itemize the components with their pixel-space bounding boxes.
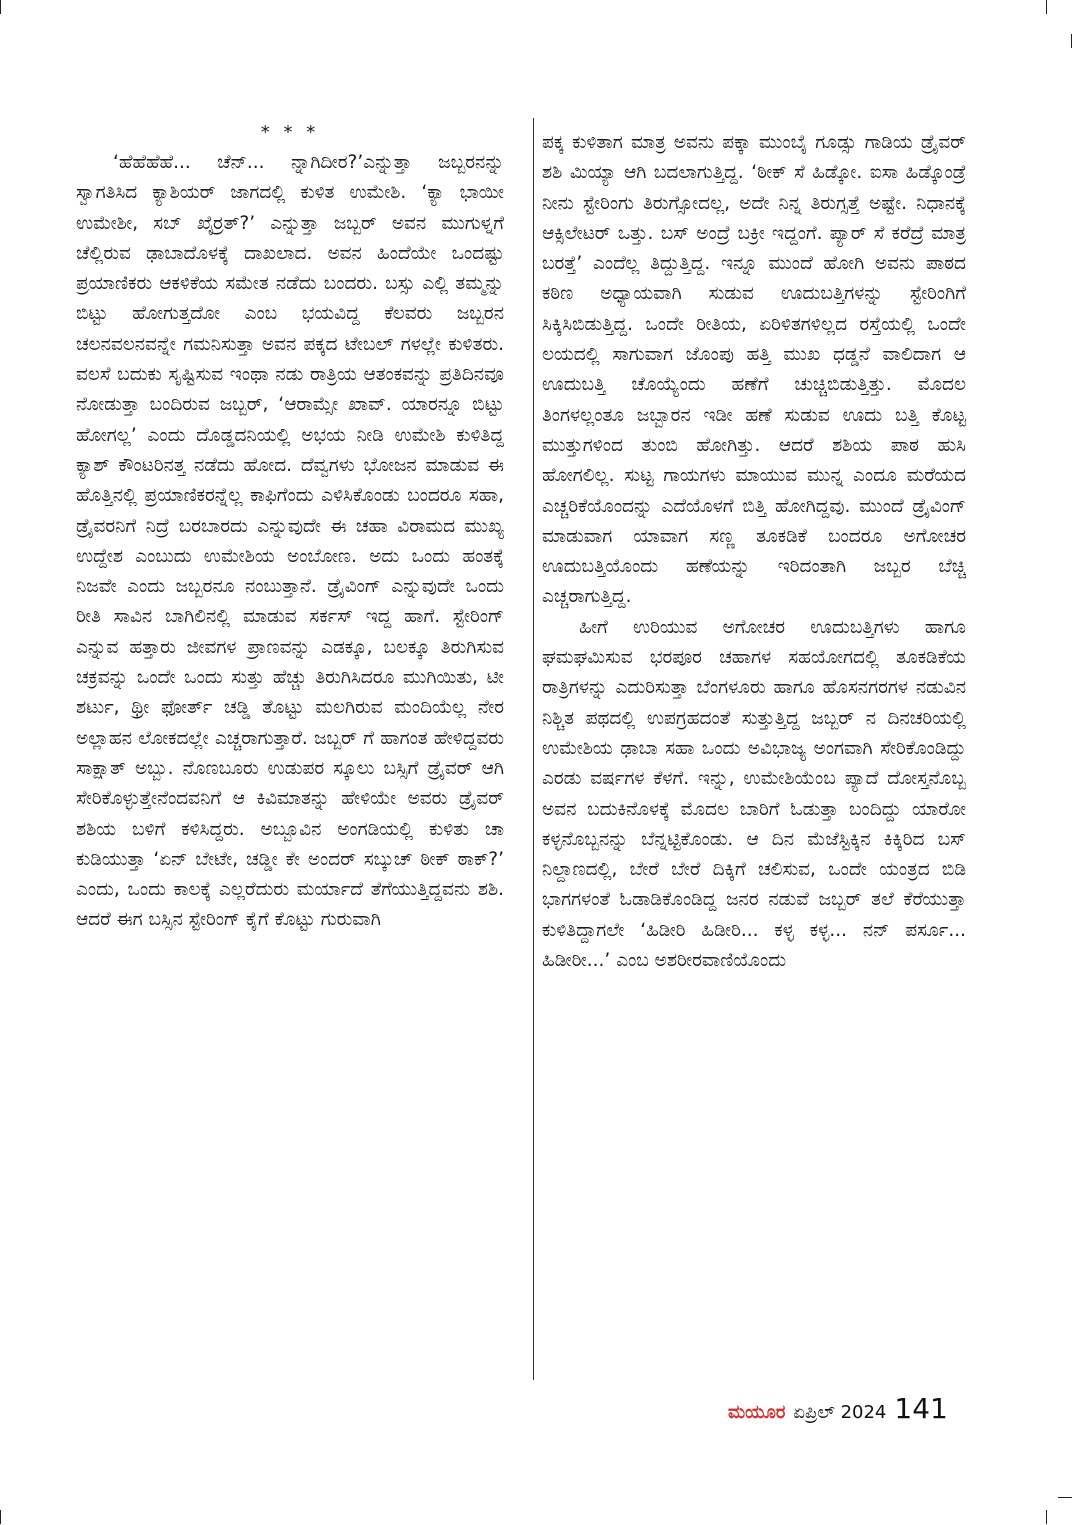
magazine-logo: ಮಯೂರ [728,1402,786,1423]
left-column [76,118,504,936]
body-paragraph: ‘ಹೆಹೆಹೆಹೆ... ಚೆನ್... ನ್ನಾಗಿದೀರ?’ಎನ್ನುತ್ತಾ ಜಬ್ಬರನನ್ನು ಸ್ವಾಗತಿಸಿದ ಕ್ಯಾಶಿಯರ್ ಜಾಗದಲ್ಲಿ ಕುಳಿತ ಉಮೇಶಿ. ‘ಕ್ಯಾ ಭಾಯೀ ಉಮೇಶೀ, ಸಬ್ ಖೈರ್ರತ್?’ ಎನ್ನುತ್ತಾ ಜಬ್ಬರ್ ಅವನ ಮುಗುಳ್ನಗೆ ಚೆಲ್ಲಿರುವ ಢಾಬಾದೊಳಕ್ಕೆ ದಾಖಲಾದ. ಅವನ ಹಿಂದೆಯೇ ಒಂದಷ್ಟು ಪ್ರಯಾಣಿಕರು ಆಕಳಿಕೆಯ ಸಮೇತ ನಡೆದು ಬಂದರು. ಬಸ್ಸು ಎಲ್ಲಿ ತಮ್ಮನ್ನು ಬಿಟ್ಟು ಹೋಗುತ್ತದೋ ಎಂಬ ಭಯವಿದ್ದ ಕೆಲವರು ಜಬ್ಬರನ ಚಲನವಲನವನ್ನೇ ಗಮನಿಸುತ್ತಾ ಅವನ ಪಕ್ಕದ ಟೇಬಲ್ ಗಳಲ್ಲೇ ಕುಳಿತರು. ವಲಸೆ ಬದುಕು ಸೃಷ್ಟಿಸುವ ಇಂಥಾ ನಡು ರಾತ್ರಿಯ ಆತಂಕವನ್ನು ಪ್ರತಿದಿನವೂ ನೋಡುತ್ತಾ ಬಂದಿರುವ ಜಬ್ಬರ್, ‘ಆರಾಮ್ಸೇ ಖಾವ್. ಯಾರನ್ನೂ ಬಿಟ್ಟು ಹೋಗಲ್ಲ’ ಎಂದು ದೊಡ್ಡದನಿಯಲ್ಲಿ ಅಭಯ ನೀಡಿ ಉಮೇಶಿ ಕುಳಿತಿದ್ದ ಕ್ಯಾಶ್ ಕೌಂಟರಿನತ್ತ ನಡೆದು ಹೋದ. ದೆವ್ವಗಳು ಭೋಜನ ಮಾಡುವ ಈ ಹೊತ್ತಿನಲ್ಲಿ ಪ್ರಯಾಣಿಕರನ್ನೆಲ್ಲ ಕಾಫಿಗೆಂದು ಎಳಿಸಿಕೊಂಡು ಬಂದರೂ ಸಹಾ, ಡ್ರೈವರನಿಗೆ ನಿದ್ರೆ ಬರಬಾರದು ಎನ್ನುವುದೇ ಈ ಚಹಾ ವಿರಾಮದ ಮುಖ್ಯ ಉದ್ದೇಶ ಎಂಬುದು ಉಮೇಶಿಯ ಅಂಬೋಣ. ಅದು ಒಂದು ಹಂತಕ್ಕೆ ನಿಜವೇ ಎಂದು ಜಬ್ಬರನೂ ನಂಬುತ್ತಾನೆ. ಡ್ರೈವಿಂಗ್ ಎನ್ನುವುದೇ ಒಂದು ರೀತಿ ಸಾವಿನ ಬಾಗಿಲಿನಲ್ಲಿ ಮಾಡುವ ಸರ್ಕಸ್ ಇದ್ದ ಹಾಗೆ. ಸ್ಟೇರಿಂಗ್ ಎನ್ನುವ ಹತ್ತಾರು ಜೀವಗಳ ಪ್ರಾಣವನ್ನು ಎಡಕ್ಕೂ, ಬಲಕ್ಕೂ ತಿರುಗಿಸುವ ಚಕ್ರವನ್ನು ಒಂದೇ ಒಂದು ಸುತ್ತು ಹೆಚ್ಚು ತಿರುಗಿಸಿದರೂ ಮುಗಿಯಿತು, ಟೀ ಶರ್ಟು, ಥ್ರೀ ಫೋರ್ತ್ ಚಡ್ಡಿ ತೊಟ್ಟು ಮಲಗಿರುವ ಮಂದಿಯೆಲ್ಲ ನೇರ ಅಲ್ಲಾಹನ ಲೋಕದಲ್ಲೇ ಎಚ್ಚರಾಗುತ್ತಾರೆ. ಜಬ್ಬರ್ ಗೆ ಹಾಗಂತ ಹೇಳಿದ್ದವರು ಸಾಕ್ಷಾತ್ ಅಬ್ಬು. ನೊಣಬೂರು ಉಡುಪರ ಸ್ಕೂಲು ಬಸ್ಸಿಗೆ ಡ್ರೈವರ್ ಆಗಿ ಸೇರಿಕೊಳ್ಳುತ್ತೇನೆಂದವನಿಗೆ ಆ ಕಿವಿಮಾತನ್ನು ಹೇಳಿಯೇ ಅವರು ಡ್ರೈವರ್ ಶಶಿಯ ಬಳಿಗೆ ಕಳಿಸಿದ್ದರು. ಅಬ್ಬೂವಿನ ಅಂಗಡಿಯಲ್ಲಿ ಕುಳಿತು ಚಾ ಕುಡಿಯುತ್ತಾ ‘ಏನ್ ಬೇಟೇ, ಚಡ್ಡೀ ಕೇ ಅಂದರ್ ಸಬ್ಕುಚ್ ಠೀಕ್ ಠಾಕ್?’ ಎಂದು, ಒಂದು ಕಾಲಕ್ಕೆ ಎಲ್ಲರೆದುರು ಮರ್ಯಾದೆ ತೆಗೆಯುತ್ತಿದ್ದವನು ಶಶಿ. ಆದರೆ ಈಗ ಬಸ್ಸಿನ ಸ್ಟೇರಿಂಗ್ ಕೈಗೆ ಕೊಟ್ಟು ಗುರುವಾಗಿ [76,152,504,931]
crop-mark [1046,1510,1047,1524]
crop-mark [1058,1497,1072,1498]
body-paragraph: ಹೀಗೆ ಉರಿಯುವ ಅಗೋಚರ ಊದುಬತ್ತಿಗಳು ಹಾಗೂ ಘಮಘಮಿಸುವ ಭರಪೂರ ಚಹಾಗಳ ಸಹಯೋಗದಲ್ಲಿ ತೂಕಡಿಕೆಯ ರಾತ್ರಿಗಳನ್ನು ಎದುರಿಸುತ್ತಾ ಬೆಂಗಳೂರು ಹಾಗೂ ಹೊಸನಗರಗಳ ನಡುವಿನ ನಿಶ್ಚಿತ ಪಥದಲ್ಲಿ ಉಪಗ್ರಹದಂತೆ ಸುತ್ತುತ್ತಿದ್ದ ಜಬ್ಬರ್ ನ ದಿನಚರಿಯಲ್ಲಿ ಉಮೇಶಿಯ ಢಾಬಾ ಸಹಾ ಒಂದು ಅವಿಭಾಜ್ಯ ಅಂಗವಾಗಿ ಸೇರಿಕೊಂಡಿದ್ದು ಎರಡು ವರ್ಷಗಳ ಕೆಳಗೆ. ಇನ್ನು, ಉಮೇಶಿಯೆಂಬ ಪ್ಯಾದೆ ದೋಸ್ತನೊಬ್ಬ ಅವನ ಬದುಕಿನೊಳಕ್ಕೆ ಮೊದಲ ಬಾರಿಗೆ ಓಡುತ್ತಾ ಬಂದಿದ್ದು ಯಾರೋ ಕಳ್ಳನೊಬ್ಬನನ್ನು ಬೆನ್ನಟ್ಟಿಕೊಂಡು. ಆ ದಿನ ಮೆಜೆಸ್ಟಿಕ್ಕಿನ ಕಿಕ್ಕಿರಿದ ಬಸ್ ನಿಲ್ದಾಣದಲ್ಲಿ, ಬೇರೆ ಬೇರೆ ದಿಕ್ಕಿಗೆ ಚಲಿಸುವ, ಒಂದೇ ಯಂತ್ರದ ಬಿಡಿ ಭಾಗಗಳಂತೆ ಓಡಾಡಿಕೊಂಡಿದ್ದ ಜನರ ನಡುವೆ ಜಬ್ಬರ್ ತಲೆ ಕೆರೆಯುತ್ತಾ ಕುಳಿತಿದ್ದಾಗಲೇ ‘ಹಿಡೀರಿ ಹಿಡೀರಿ... ಕಳ್ಳ ಕಳ್ಳ... ನನ್ ಪರ್ಸೂ... ಹಿಡೀರೀ...’ ಎಂಬ ಅಶರೀರವಾಣಿಯೊಂದು [542,616,966,972]
crop-mark [0,1510,1,1524]
crop-mark [1046,0,1047,14]
page-number: 141 [894,1392,948,1425]
right-column [533,118,966,1380]
body-paragraph: ಪಕ್ಕ ಕುಳಿತಾಗ ಮಾತ್ರ ಅವನು ಪಕ್ಕಾ ಮುಂಬೈ ಗೂಡ್ಸು ಗಾಡಿಯ ಡ್ರೈವರ್ ಶಶಿ ಮಿಯ್ಯಾ ಆಗಿ ಬದಲಾಗುತ್ತಿದ್ದ. ‘ಠೀಕ್ ಸೆ ಹಿಡ್ಕೋ. ಐಸಾ ಹಿಡ್ಕೊಂಡ್ರೆ ನೀನು ಸ್ಟೇರಿಂಗು ತಿರುಗ್ಸೋದಲ್ಲ, ಅದೇ ನಿನ್ನ ತಿರುಗ್ಸತ್ತೆ ಅಷ್ಟೇ. ನಿಧಾನಕ್ಕೆ ಆಕ್ಸಿಲೇಟರ್ ಒತ್ತು. ಬಸ್ ಅಂದ್ರೆ ಬಕ್ರೀ ಇದ್ದಂಗೆ. ಪ್ಯಾರ್ ಸೆ ಕರೆದ್ರೆ ಮಾತ್ರ ಬರತ್ತೆ’ ಎಂದೆಲ್ಲ ತಿದ್ದುತ್ತಿದ್ದ. ಇನ್ನೂ ಮುಂದೆ ಹೋಗಿ ಅವನು ಪಾಠದ ಕಠಿಣ ಅಧ್ಯಾಯವಾಗಿ ಸುಡುವ ಊದುಬತ್ತಿಗಳನ್ನು ಸ್ಟೇರಿಂಗಿಗೆ ಸಿಕ್ಕಿಸಿಬಿಡುತ್ತಿದ್ದ. ಒಂದೇ ರೀತಿಯ, ಏರಿಳಿತಗಳಿಲ್ಲದ ರಸ್ತೆಯಲ್ಲಿ ಒಂದೇ ಲಯದಲ್ಲಿ ಸಾಗುವಾಗ ಜೊಂಪು ಹತ್ತಿ ಮುಖ ಧಡ್ಡನೆ ವಾಲಿದಾಗ ಆ ಊದುಬತ್ತಿ ಚೊಯ್ಯೆಂದು ಹಣೆಗೆ ಚುಚ್ಚಿಬಿಡುತ್ತಿತ್ತು. ಮೊದಲ ತಿಂಗಳಲ್ಲಂತೂ ಜಬ್ಬಾರನ ಇಡೀ ಹಣೆ ಸುಡುವ ಊದು ಬತ್ತಿ ಕೊಟ್ಟ ಮುತ್ತುಗಳಿಂದ ತುಂಬಿ ಹೋಗಿತ್ತು. ಆದರೆ ಶಶಿಯ ಪಾಠ ಹುಸಿ ಹೋಗಲಿಲ್ಲ. ಸುಟ್ಟ ಗಾಯಗಳು ಮಾಯುವ ಮುನ್ನ ಎಂದೂ ಮರೆಯದ ಎಚ್ಚರಿಕೆಯೊಂದನ್ನು ಎದೆಯೊಳಗೆ ಬಿತ್ತಿ ಹೋಗಿದ್ದವು. ಮುಂದೆ ಡ್ರೈವಿಂಗ್ ಮಾಡುವಾಗ ಯಾವಾಗ ಸಣ್ಣ ತೂಕಡಿಕೆ ಬಂದರೂ ಅಗೋಚರ ಊದುಬತ್ತಿಯೊಂದು ಹಣೆಯನ್ನು ಇರಿದಂತಾಗಿ ಜಬ್ಬರ ಬೆಚ್ಚಿ ಎಚ್ಚರಾಗುತ್ತಿದ್ದ. [542,132,966,608]
section-separator: * * * [260,122,320,143]
issue-date: ಏಪ್ರಿಲ್ 2024 [793,1402,887,1423]
page-footer [728,1392,948,1432]
crop-mark [0,0,1,14]
